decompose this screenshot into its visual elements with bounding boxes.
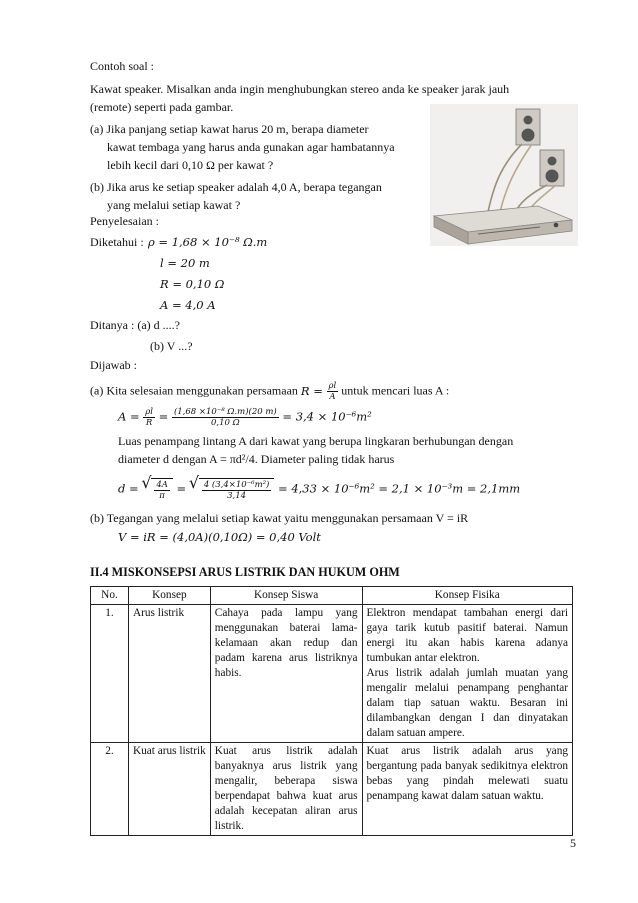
diameter-result: = 4,33 × 10⁻⁶m² = 2,1 × 10⁻³m = 2,1mm [278,481,521,496]
answer-a-prefix: (a) Kita selesaian menggunakan persamaan [90,383,298,398]
row-physics-concept [362,605,573,743]
header-konsep-fisika: Konsep Fisika [362,587,573,605]
voltage-equation: V = iR = (4,0A)(0,10Ω) = 0,40 Volt [118,530,321,544]
answer-label: Dijawab : [90,358,137,372]
page-number: 5 [570,836,576,850]
header-konsep: Konsep [128,587,210,605]
known-length: l = 20 m [160,256,210,270]
diameter-equation: d = √ $\frac{4A}{\pi}$ = √ $\frac{\text{4 (3,4×10⁻⁶m²)}}{3,14}$ = 4,33 × 10⁻⁶m² = 2,1 × 10⁻³m = 2,1mm [118,478,520,501]
solution-label: Penyelesaian : [90,214,159,228]
speaker-stereo-photo [430,104,578,246]
area-equation: A = $\frac{\rho l}{R}$ = $\frac{\text{(1,68 ×10⁻⁸ Ω.m)(20 m)}}{0,10 \Omega}$ = 3,4 × 10⁻⁶m² [118,407,372,428]
area-fraction-denominator: 0,10 Ω [211,418,240,428]
known-current: A = 4,0 A [160,298,216,312]
misconception-table [90,586,573,836]
diameter-sqrt-denominator: 3,14 [227,491,247,501]
known-resistance: R = 0,10 Ω [160,277,225,291]
row-concept: Kuat arus listrik [128,743,210,836]
question-a-line-1: (a) Jika panjang setiap kawat harus 20 m, berapa diameter [90,122,369,136]
row-physics-concept: Kuat arus listrik adalah arus yang bergantung pada banyak sedikitnya elektron bebas yang pindah melewati suatu penampang kawat dalam satuan waktu. [362,743,573,836]
table-row [91,743,573,836]
asked-b: (b) V ...? [150,339,193,353]
physics-paragraph: Arus listrik adalah jumlah muatan yang mengalir melalui penampang penghantar dalam tiap satuan waktu. Besaran ini dilambangkan dengan I dan dinyatakan dalam satuan ampere. [366,667,568,739]
circle-line-1: Luas penampang lintang A dari kawat yang berupa lingkaran berhubungan dengan [118,434,514,448]
row-number: 2. [91,743,129,836]
question-a-line-3: lebih kecil dari 0,10 Ω per kawat ? [107,158,274,172]
area-result: = 3,4 × 10⁻⁶m² [282,409,372,424]
answer-a-line [90,381,449,402]
circle-line-2: diameter d dengan A = πd²/4. Diameter paling tidak harus [118,452,395,466]
table-header-row [91,587,573,605]
question-b-line-2: yang melalui setiap kawat ? [107,198,241,212]
diameter-sqrt-numerator: √ 4 (3,4×10⁻⁶m²) [203,480,270,490]
resistance-formula: R = $\frac{\rho l}{A}$ [300,381,337,402]
asked-label: Ditanya : (a) d ....? [90,318,180,332]
intro-line-1: Kawat speaker. Misalkan anda ingin menghubungkan stereo anda ke speaker jarak jauh [90,82,510,96]
row-student-concept: Kuat arus listrik adalah banyaknya arus listrik yang mengalir, beberapa siswa berpendapat bahwa kuat arus adalah kecepatan aliran arus listrik. [210,743,362,836]
section-heading: II.4 MISKONSEPSI ARUS LISTRIK DAN HUKUM OHM [90,565,400,579]
table-row [91,605,573,743]
physics-paragraph: Elektron mendapat tambahan energi dari gaya tarik kutub pasitif baterai. Namun energi itu akan habis karena adanya tumbukan antar elektron. [366,607,568,664]
header-no: No. [91,587,129,605]
answer-b-line: (b) Tegangan yang melalui setiap kawat yaitu menggunakan persamaan V = iR [90,511,469,525]
example-title: Contoh soal : [90,59,155,73]
known-rho: ρ = 1,68 × 10⁻⁸ Ω.m [148,235,268,249]
answer-a-suffix: untuk mencari luas A : [341,383,450,398]
header-konsep-siswa: Konsep Siswa [210,587,362,605]
intro-line-2: (remote) seperti pada gambar. [90,100,234,114]
area-fraction-numerator: (1,68 ×10⁻⁸ Ω.m)(20 m) [173,407,277,417]
row-concept: Arus listrik [128,605,210,743]
row-number: 1. [91,605,129,743]
question-a-line-2: kawat tembaga yang harus anda gunakan agar hambatannya [107,140,395,154]
question-b-line-1: (b) Jika arus ke setiap speaker adalah 4,0 A, berapa tegangan [90,180,382,194]
row-student-concept: Cahaya pada lampu yang menggunakan baterai lama-kelamaan akan redup dan padam karena arus listriknya habis. [210,605,362,743]
known-label: Diketahui : [90,235,144,249]
